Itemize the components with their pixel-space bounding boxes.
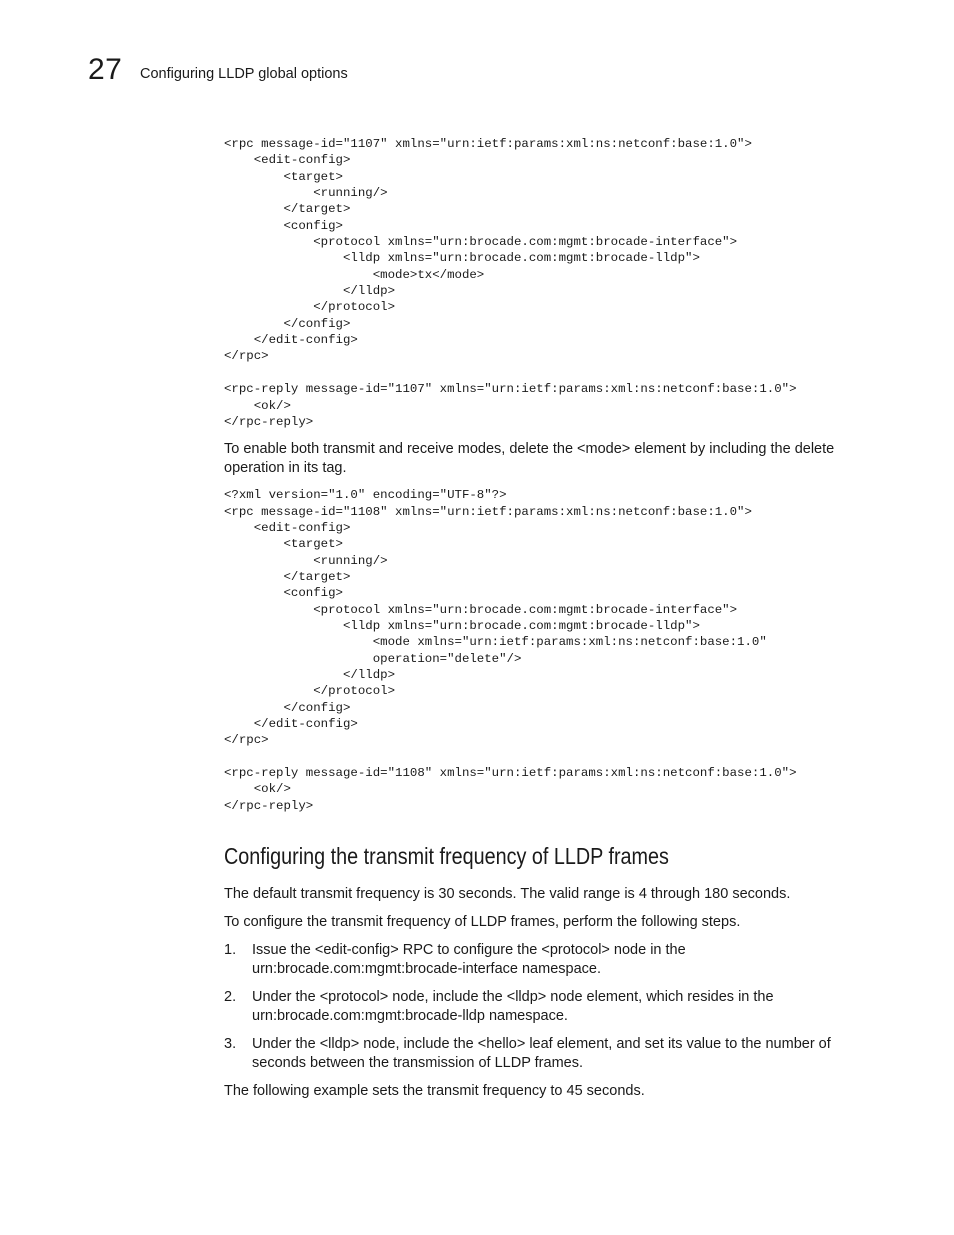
step-text: Issue the <edit-config> RPC to configure the <protocol> node in the urn:brocade.com:mgmt:brocade-interface namespace. bbox=[252, 942, 686, 978]
running-header-title: Configuring LLDP global options bbox=[140, 66, 348, 82]
code-block-rpc-1107: <rpc message-id="1107" xmlns="urn:ietf:params:xml:ns:netconf:base:1.0"> <edit-config> <target> <running/> </target> <config> <protocol xmlns="urn:brocade.com:mgmt:brocade-interface"> <lldp xmlns="urn:brocade.com:mgmt:brocade-lldp"> <mode>tx</mode> </lldp> </protocol> </config> </edit-config> </rpc> <rpc-reply message-id="1107" xmlns="urn:ietf:params:xml:ns:netconf:base:1.0"> <ok/> </rpc-reply> bbox=[224, 137, 797, 429]
step-number: 2. bbox=[224, 989, 237, 1006]
step-item bbox=[224, 941, 864, 979]
step-item bbox=[224, 988, 864, 1026]
step-item bbox=[224, 1035, 864, 1073]
chapter-number: 27 bbox=[88, 53, 123, 86]
step-text: Under the <protocol> node, include the <lldp> node element, which resides in the urn:brocade.com:mgmt:brocade-lldp namespace. bbox=[252, 989, 774, 1025]
paragraph-default-frequency: The default transmit frequency is 30 seconds. The valid range is 4 through 180 seconds. bbox=[224, 886, 791, 903]
steps-list bbox=[224, 941, 864, 1073]
paragraph-example: The following example sets the transmit frequency to 45 seconds. bbox=[224, 1083, 645, 1100]
section-heading: Configuring the transmit frequency of LLDP frames bbox=[224, 843, 669, 870]
step-text: Under the <lldp> node, include the <hello> leaf element, and set its value to the number of seconds between the transmission of LLDP frames. bbox=[252, 1036, 831, 1072]
step-number: 3. bbox=[224, 1036, 237, 1053]
paragraph-enable-both-modes: To enable both transmit and receive modes, delete the <mode> element by including the delete operation in its tag. bbox=[224, 441, 835, 477]
paragraph-to-configure: To configure the transmit frequency of LLDP frames, perform the following steps. bbox=[224, 914, 741, 931]
page-content bbox=[224, 136, 864, 1101]
step-number: 1. bbox=[224, 942, 237, 959]
code-block-rpc-1108: <?xml version="1.0" encoding="UTF-8"?> <rpc message-id="1108" xmlns="urn:ietf:params:xml:ns:netconf:base:1.0"> <edit-config> <target> <running/> </target> <config> <protocol xmlns="urn:brocade.com:mgmt:brocade-interface"> <lldp xmlns="urn:brocade.com:mgmt:brocade-lldp"> <mode xmlns="urn:ietf:params:xml:ns:netconf:base:1.0" operation="delete"/> </lldp> </protocol> </config> </edit-config> </rpc> <rpc-reply message-id="1108" xmlns="urn:ietf:params:xml:ns:netconf:base:1.0"> <ok/> </rpc-reply> bbox=[224, 488, 797, 813]
